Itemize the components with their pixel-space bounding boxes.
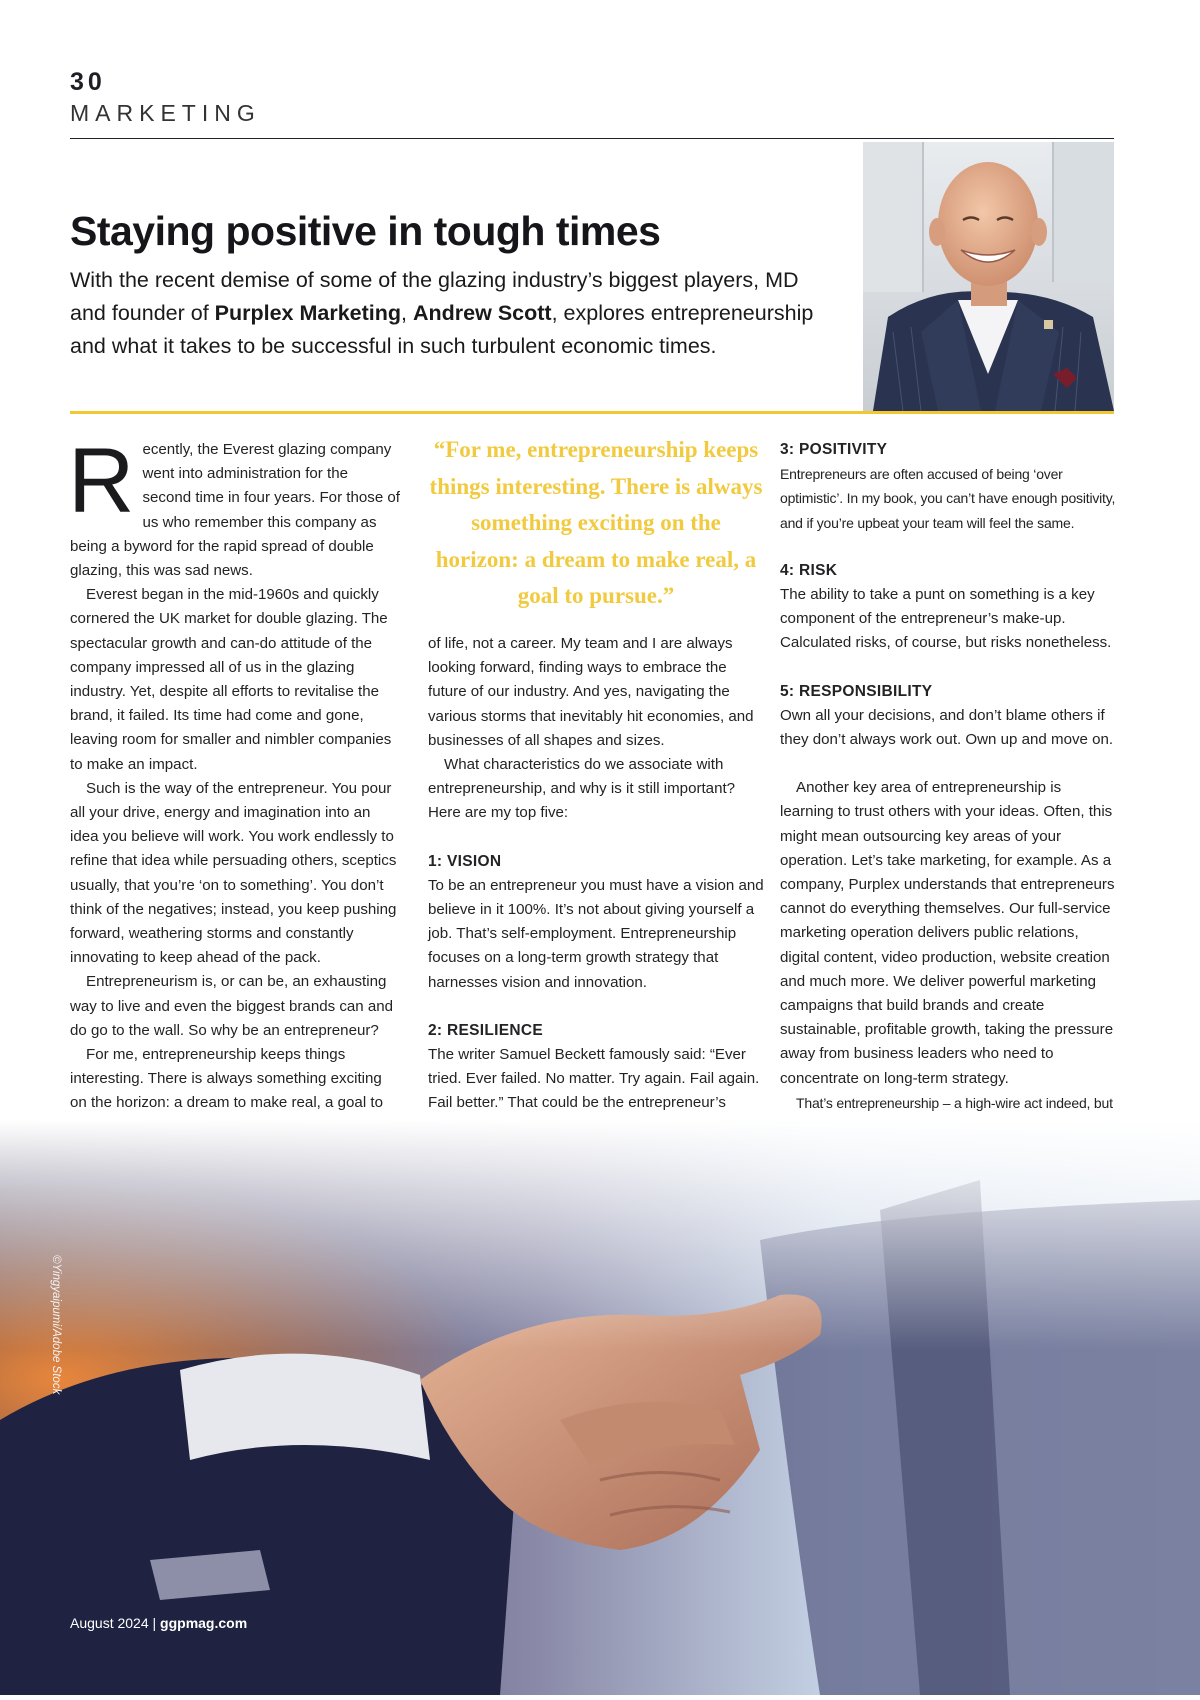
article-column-3 xyxy=(780,438,1118,1139)
article-title: Staying positive in tough times xyxy=(70,208,661,254)
body-paragraph: Such is the way of the entrepreneur. You pour all your drive, energy and imagination into an idea you believe will work. You work endlessly to refine that idea while persuading others, sceptics usually, that you’re ‘on to something’. You don’t think of the negatives; instead, you keep pushing forward, weathering storms and constantly innovating to keep ahead of the pack. xyxy=(70,779,397,967)
body-paragraph: Everest began in the mid-1960s and quickly cornered the UK market for double glazing. The spectacular growth and can-do attitude of the company impressed all of us in the glazing industry. Yet, despite all efforts to revitalise the brand, it failed. Its time had come and gone, leaving room for smaller and nimbler companies to make an impact. xyxy=(70,586,392,773)
body-paragraph: That’s entrepreneurship – a high-wire act indeed, but xyxy=(796,1094,1113,1111)
website-link[interactable]: ggpmag.com xyxy=(160,1615,248,1631)
body-paragraph: Entrepreneurism is, or can be, an exhausting way to live and even the biggest brands can and do go to the wall. So why be an entrepreneur? xyxy=(70,973,394,1039)
subheading-responsibility: 5: RESPONSIBILITY xyxy=(780,682,933,700)
body-paragraph: Own all your decisions, and don’t blame others if they don’t always work out. Own up and move on. xyxy=(780,706,1114,749)
page-number: 30 xyxy=(70,68,106,96)
header-divider xyxy=(70,138,1114,139)
body-paragraph: To be an entrepreneur you must have a vision and believe in it 100%. It’s not about giving yourself a job. That’s self-employment. Entrepreneurship focuses on a long-term growth strategy that harnesses vision and innovation. xyxy=(428,876,764,991)
title-divider xyxy=(70,411,1114,414)
author-portrait xyxy=(863,142,1114,411)
body-paragraph: Another key area of entrepreneurship is learning to trust others with your ideas. Often, this might mean outsourcing key areas of your operation. Let’s take marketing, for example. As a company, Purplex understands that entrepreneurs cannot do everything themselves. Our full-service marketing operation delivers public relations, digital content, video production, website creation and much more. We deliver powerful marketing campaigns that build brands and create sustainable, profitable growth, taking the pressure away from business leaders who need to concentrate on long-term strategy. xyxy=(780,779,1115,1087)
article-column-1 xyxy=(68,430,401,1237)
body-paragraph: Entrepreneurs are often accused of being ‘over optimistic’. In my book, you can’t have enough positivity, and if you’re upbeat your team will feel the same. xyxy=(780,466,1116,531)
section-label: MARKETING xyxy=(70,100,261,126)
subheading-resilience: 2: RESILIENCE xyxy=(428,1021,544,1039)
image-credit: ©Yingyaipumi/Adobe Stock xyxy=(50,1255,62,1395)
issue-date: August 2024 xyxy=(70,1615,149,1631)
body-paragraph: The writer Samuel Beckett famously said: “Ever tried. Ever failed. No matter. Try again. Fail again. Fail better.” That could be the entrepreneur’s xyxy=(428,1046,760,1112)
pull-quote: “For me, entrepreneurship keeps things interesting. There is always something exciting on the horizon: a dream to make real, a goal to pursue.” xyxy=(429,437,763,608)
subheading-positivity: 3: POSITIVITY xyxy=(780,441,888,458)
company-name: Purplex Marketing xyxy=(214,301,402,325)
handshake-image xyxy=(0,1120,1200,1695)
body-paragraph: of life, not a career. My team and I are always looking forward, finding ways to embrace the future of our industry. And yes, navigating the various storms that inevitably hit economies, and businesses of all shapes and sizes. xyxy=(428,635,754,749)
page-footer: August 2024 | ggpmag.com xyxy=(70,1615,248,1631)
drop-cap: R xyxy=(68,430,135,532)
body-paragraph: The ability to take a punt on something is a key component of the entrepreneur’s make-up. Calculated risks, of course, but risks nonetheless. xyxy=(780,586,1112,652)
opening-paragraph: Recently, the Everest glazing company went into administration for the second time in four years. For those of us who remember this company as being a byword for the rapid spread of double glazing, this was sad news. xyxy=(68,430,401,580)
subheading-risk: 4: RISK xyxy=(780,561,838,579)
subheading-vision: 1: VISION xyxy=(428,852,502,870)
article-standfirst: With the recent demise of some of the glazing industry’s biggest players, MD and founder of Purplex Marketing, Andrew Scott, explores entrepreneurship and what it takes to be successful in such turbulent economic times. xyxy=(70,268,814,358)
body-paragraph: What characteristics do we associate with entrepreneurship, and why is it still important? Here are my top five: xyxy=(428,756,736,822)
body-paragraph: For me, entrepreneurship keeps things interesting. There is always something exciting on the horizon: a dream to make real, a goal to xyxy=(70,1046,383,1112)
author-name: Andrew Scott xyxy=(413,301,552,325)
